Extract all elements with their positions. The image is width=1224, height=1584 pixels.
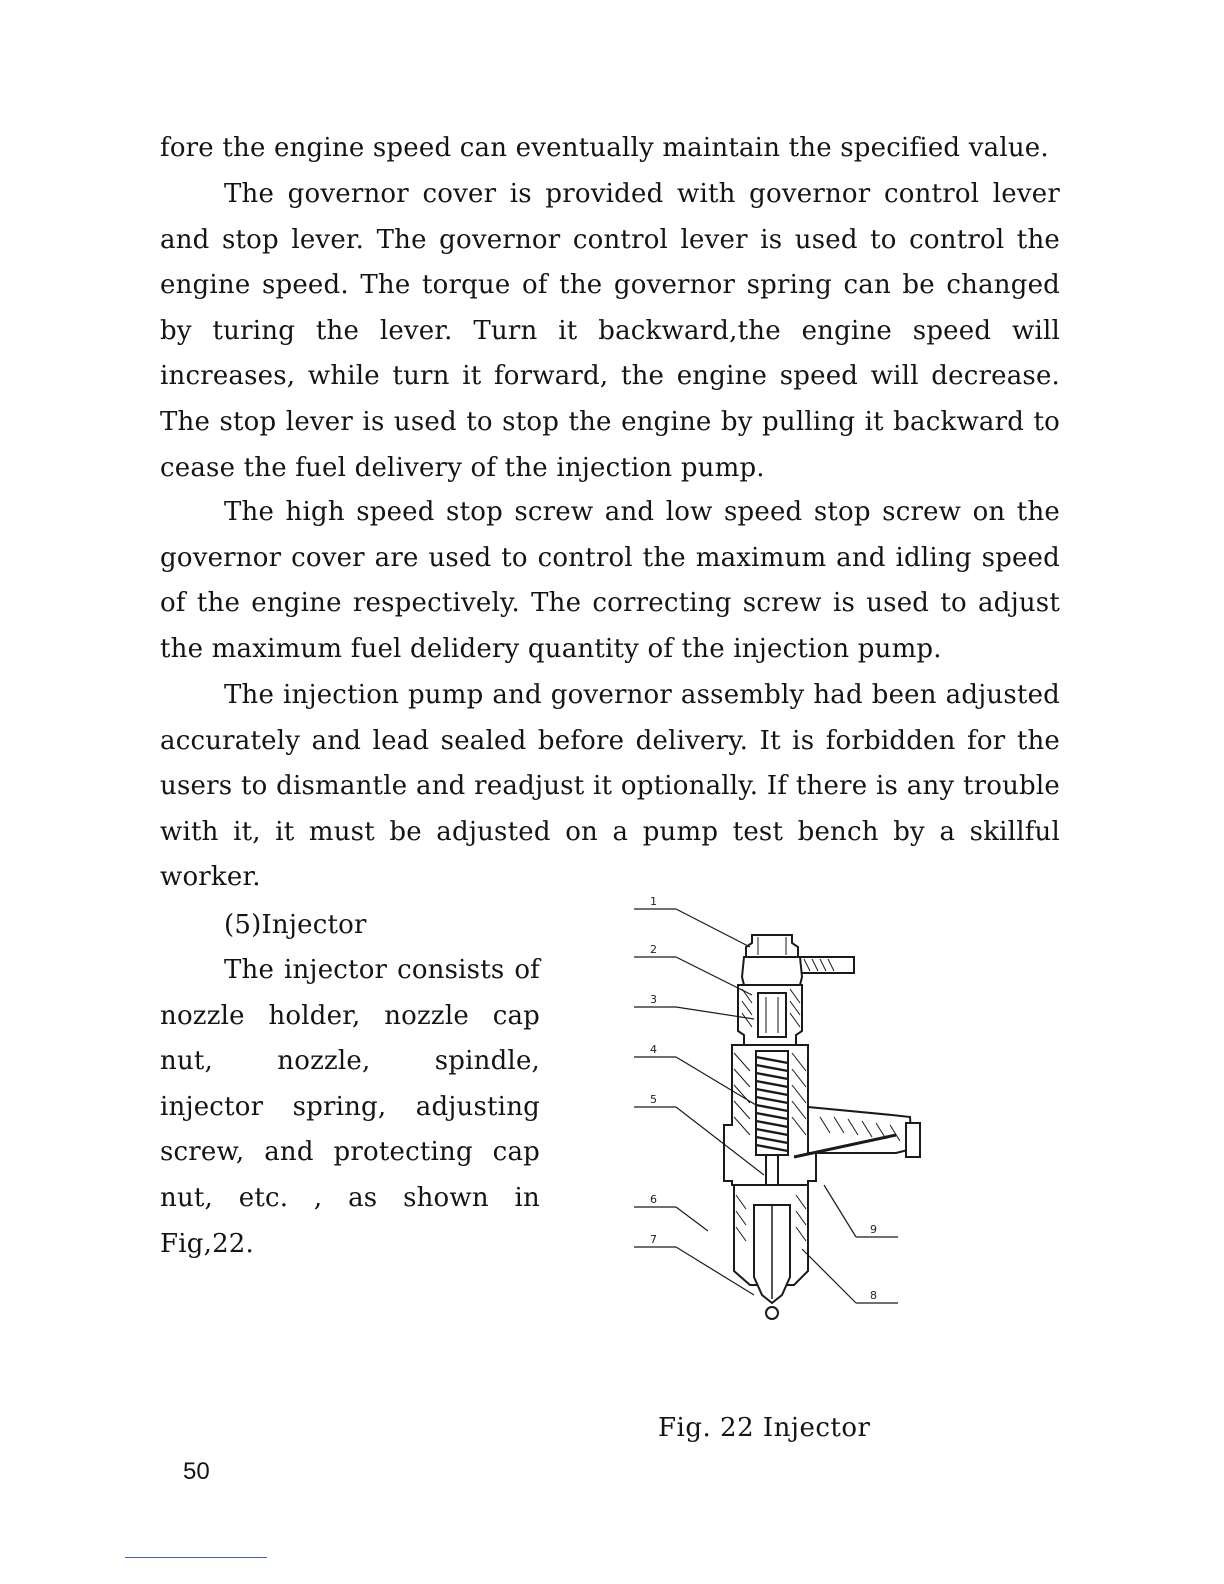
callout-3: 3 <box>650 993 657 1006</box>
callout-5: 5 <box>650 1093 657 1106</box>
paragraph-governor-cover: The governor cover is provided with governor control lever and stop lever. The governor control lever is used to control the engine speed. The torque of the governor spring can be changed by turing the lever. Turn it backward,the engine speed will increases, while turn it forward, the engine speed will decrease. The stop lever is used to stop the engine by pulling it backward to cease the fuel delivery of the injection pump. <box>160 179 1060 483</box>
bottom-divider <box>125 1557 267 1558</box>
callout-1: 1 <box>650 895 657 908</box>
figure-caption: Fig. 22 Injector <box>658 1413 871 1443</box>
section-heading-injector: (5)Injector <box>224 910 367 940</box>
callout-8: 8 <box>870 1289 877 1302</box>
callout-4: 4 <box>650 1043 657 1056</box>
page-number: 50 <box>183 1458 210 1485</box>
paragraph-continuation: fore the engine speed can eventually maintain the specified value. <box>160 133 1049 163</box>
callout-2: 2 <box>650 943 657 956</box>
callout-7: 7 <box>650 1233 657 1246</box>
paragraph-injector-description: The injector consists of nozzle holder, nozzle cap nut, nozzle, spindle, injector spring, adjusting screw, and protecting cap nut, etc. , as shown in Fig,22. <box>160 955 540 1259</box>
callout-6: 6 <box>650 1193 657 1206</box>
injector-diagram <box>620 885 950 1345</box>
paragraph-assembly-adjustment: The injection pump and governor assembly had been adjusted accurately and lead sealed before delivery. It is forbidden for the users to dismantle and readjust it optionally. If there is any trouble with it, it must be adjusted on a pump test bench by a skillful worker. <box>160 680 1060 893</box>
paragraph-stop-screws: The high speed stop screw and low speed stop screw on the governor cover are used to control the maximum and idling speed of the engine respectively. The correcting screw is used to adjust the maximum fuel delidery quantity of the injection pump. <box>160 497 1060 664</box>
callout-9: 9 <box>870 1223 877 1236</box>
